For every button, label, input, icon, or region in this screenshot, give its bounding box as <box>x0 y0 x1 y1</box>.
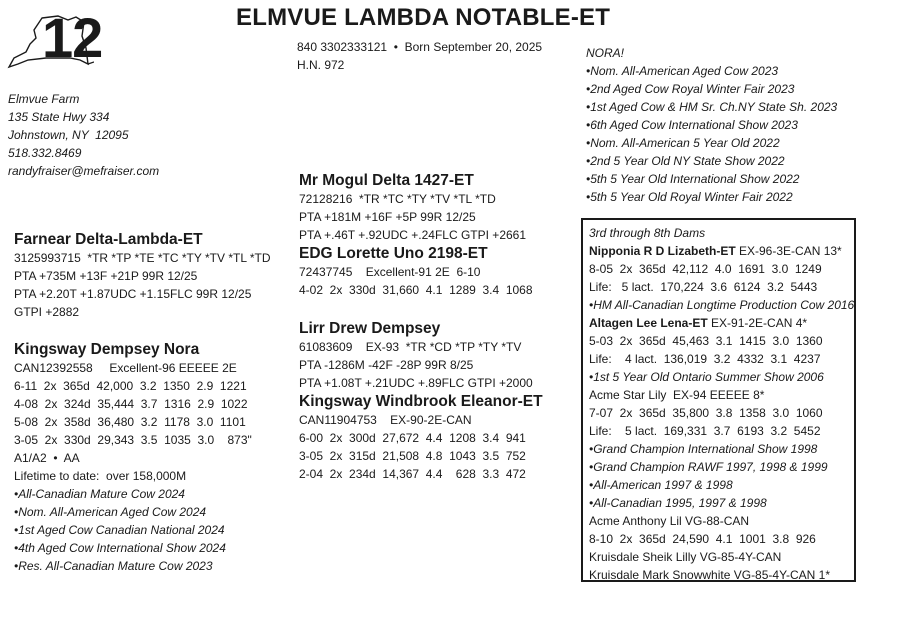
third-dam-line: 8-05 2x 365d 42,112 4.0 1691 3.0 1249 <box>589 262 822 276</box>
registration-line: 840 3302333121 • Born September 20, 2025 <box>297 40 543 54</box>
sire-block <box>14 230 271 321</box>
sire-sire-name: Mr Mogul Delta 1427-ET <box>299 172 474 189</box>
dam-dam-line: 3-05 2x 315d 21,508 4.8 1043 3.5 752 <box>299 449 526 463</box>
fifth-dam-line: 7-07 2x 365d 35,800 3.8 1358 3.0 1060 <box>589 406 823 420</box>
nora-award: •1st Aged Cow & HM Sr. Ch.NY State Sh. 2023 <box>586 100 838 114</box>
dam-line: Lifetime to date: over 158,000M <box>14 469 187 483</box>
sire-line: GTPI +2882 <box>14 305 80 319</box>
sire-sire-line: PTA +181M +16F +5P 99R 12/25 <box>299 210 476 224</box>
consignor-phone: 518.332.8469 <box>8 146 82 160</box>
dam-line: 6-11 2x 365d 42,000 3.2 1350 2.9 1221 <box>14 379 247 393</box>
sixth-dam-name: Acme Anthony Lil VG-88-CAN <box>589 514 750 528</box>
dam-name: Kingsway Dempsey Nora <box>14 341 200 358</box>
nora-award: •Nom. All-American Aged Cow 2023 <box>586 64 779 78</box>
dam-dam-line: 6-00 2x 300d 27,672 4.4 1208 3.4 941 <box>299 431 526 445</box>
nora-award: •2nd Aged Cow Royal Winter Fair 2023 <box>586 82 795 96</box>
dam-award: •Nom. All-American Aged Cow 2024 <box>14 505 207 519</box>
fifth-dam-award: •Grand Champion International Show 1998 <box>589 442 818 456</box>
fifth-dam <box>589 386 851 404</box>
sire-sire-line: 72128216 *TR *TC *TY *TV *TL *TD <box>299 192 496 206</box>
dam-sire-name: Lirr Drew Dempsey <box>299 320 441 337</box>
fifth-dam-award: •All-Canadian 1995, 1997 & 1998 <box>589 496 767 510</box>
nora-award: •2nd 5 Year Old NY State Show 2022 <box>586 154 785 168</box>
dam-sire-block <box>299 319 533 392</box>
extended-dams-heading: 3rd through 8th Dams <box>589 226 706 240</box>
lot-number: 12 <box>42 6 103 69</box>
dam-sire-line: PTA -1286M -42F -28P 99R 8/25 <box>299 358 474 372</box>
third-dam-name: Nipponia R D Lizabeth-ET <box>589 244 736 258</box>
sire-line: PTA +735M +13F +21P 99R 12/25 <box>14 269 198 283</box>
nora-awards <box>586 44 837 206</box>
dam-dam-line: 2-04 2x 234d 14,367 4.4 628 3.3 472 <box>299 467 526 481</box>
fifth-dam-award: •Grand Champion RAWF 1997, 1998 & 1999 <box>589 460 828 474</box>
sire-dam-block <box>299 244 533 299</box>
sire-line: PTA +2.20T +1.87UDC +1.15FLC 99R 12/25 <box>14 287 252 301</box>
sire-line: 3125993715 *TR *TP *TE *TC *TY *TV *TL *TD <box>14 251 271 265</box>
third-dam <box>589 242 851 260</box>
consignor-farm: Elmvue Farm <box>8 92 80 106</box>
fourth-dam-name: Altagen Lee Lena-ET <box>589 316 708 330</box>
sire-dam-line: 72437745 Excellent-91 2E 6-10 <box>299 265 481 279</box>
herd-number: H.N. 972 <box>297 58 345 72</box>
dam-block <box>14 340 252 575</box>
dam-sire-line: 61083609 EX-93 *TR *CD *TP *TY *TV <box>299 340 522 354</box>
dam-line: A1/A2 • AA <box>14 451 80 465</box>
sire-sire-line: PTA +.46T +.92UDC +.24FLC GTPI +2661 <box>299 228 527 242</box>
sire-dam-name: EDG Lorette Uno 2198-ET <box>299 245 488 262</box>
dam-award: •All-Canadian Mature Cow 2024 <box>14 487 185 501</box>
sire-name: Farnear Delta-Lambda-ET <box>14 231 203 248</box>
sixth-dam-line: 8-10 2x 365d 24,590 4.1 1001 3.8 926 <box>589 532 816 546</box>
animal-title: ELMVUE LAMBDA NOTABLE-ET <box>236 4 611 31</box>
consignor-city: Johnstown, NY 12095 <box>8 128 129 142</box>
consignor-address: 135 State Hwy 334 <box>8 110 110 124</box>
seventh-dam-name: Kruisdale Sheik Lilly VG-85-4Y-CAN <box>589 550 782 564</box>
dam-line: 3-05 2x 330d 29,343 3.5 1035 3.0 873" <box>14 433 252 447</box>
fifth-dam-classification: EX-94 EEEEE 8* <box>666 388 765 402</box>
nora-award: •Nom. All-American 5 Year Old 2022 <box>586 136 780 150</box>
dam-dam-name: Kingsway Windbrook Eleanor-ET <box>299 393 543 410</box>
fourth-dam <box>589 314 851 332</box>
extended-dams <box>589 224 855 584</box>
dam-dam-block <box>299 392 543 483</box>
fifth-dam-award: •All-American 1997 & 1998 <box>589 478 733 492</box>
dam-line: 4-08 2x 324d 35,444 3.7 1316 2.9 1022 <box>14 397 248 411</box>
nora-award: •5th 5 Year Old Royal Winter Fair 2022 <box>586 190 793 204</box>
dam-line: 5-08 2x 358d 36,480 3.2 1178 3.0 1101 <box>14 415 246 429</box>
dam-award: •1st Aged Cow Canadian National 2024 <box>14 523 225 537</box>
fourth-dam-line: 5-03 2x 365d 45,463 3.1 1415 3.0 1360 <box>589 334 823 348</box>
sire-dam-line: 4-02 2x 330d 31,660 4.1 1289 3.4 1068 <box>299 283 533 297</box>
dam-sire-line: PTA +1.08T +.21UDC +.89FLC GTPI +2000 <box>299 376 533 390</box>
dam-dam-line: CAN11904753 EX-90-2E-CAN <box>299 413 472 427</box>
nora-award: •6th Aged Cow International Show 2023 <box>586 118 798 132</box>
nora-award: •5th 5 Year Old International Show 2022 <box>586 172 800 186</box>
dam-line: CAN12392558 Excellent-96 EEEEE 2E <box>14 361 237 375</box>
fourth-dam-award: •1st 5 Year Old Ontario Summer Show 2006 <box>589 370 824 384</box>
third-dam-classification: EX-96-3E-CAN 13* <box>735 244 842 258</box>
third-dam-award: •HM All-Canadian Longtime Production Cow 2016 <box>589 298 855 312</box>
consignor-info <box>8 90 159 180</box>
fourth-dam-line: Life: 4 lact. 136,019 3.2 4332 3.1 4237 <box>589 352 821 366</box>
fifth-dam-name: Acme Star Lily <box>589 388 667 402</box>
third-dam-line: Life: 5 lact. 170,224 3.6 6124 3.2 5443 <box>589 280 818 294</box>
dam-award: •Res. All-Canadian Mature Cow 2023 <box>14 559 213 573</box>
dam-award: •4th Aged Cow International Show 2024 <box>14 541 226 555</box>
consignor-email: randyfraiser@mefraiser.com <box>8 164 160 178</box>
eighth-dam-name: Kruisdale Mark Snowwhite VG-85-4Y-CAN 1* <box>589 568 830 582</box>
nora-heading: NORA! <box>586 46 625 60</box>
fourth-dam-classification: EX-91-2E-CAN 4* <box>707 316 808 330</box>
fifth-dam-line: Life: 5 lact. 169,331 3.7 6193 3.2 5452 <box>589 424 821 438</box>
sire-sire-block <box>299 171 526 244</box>
